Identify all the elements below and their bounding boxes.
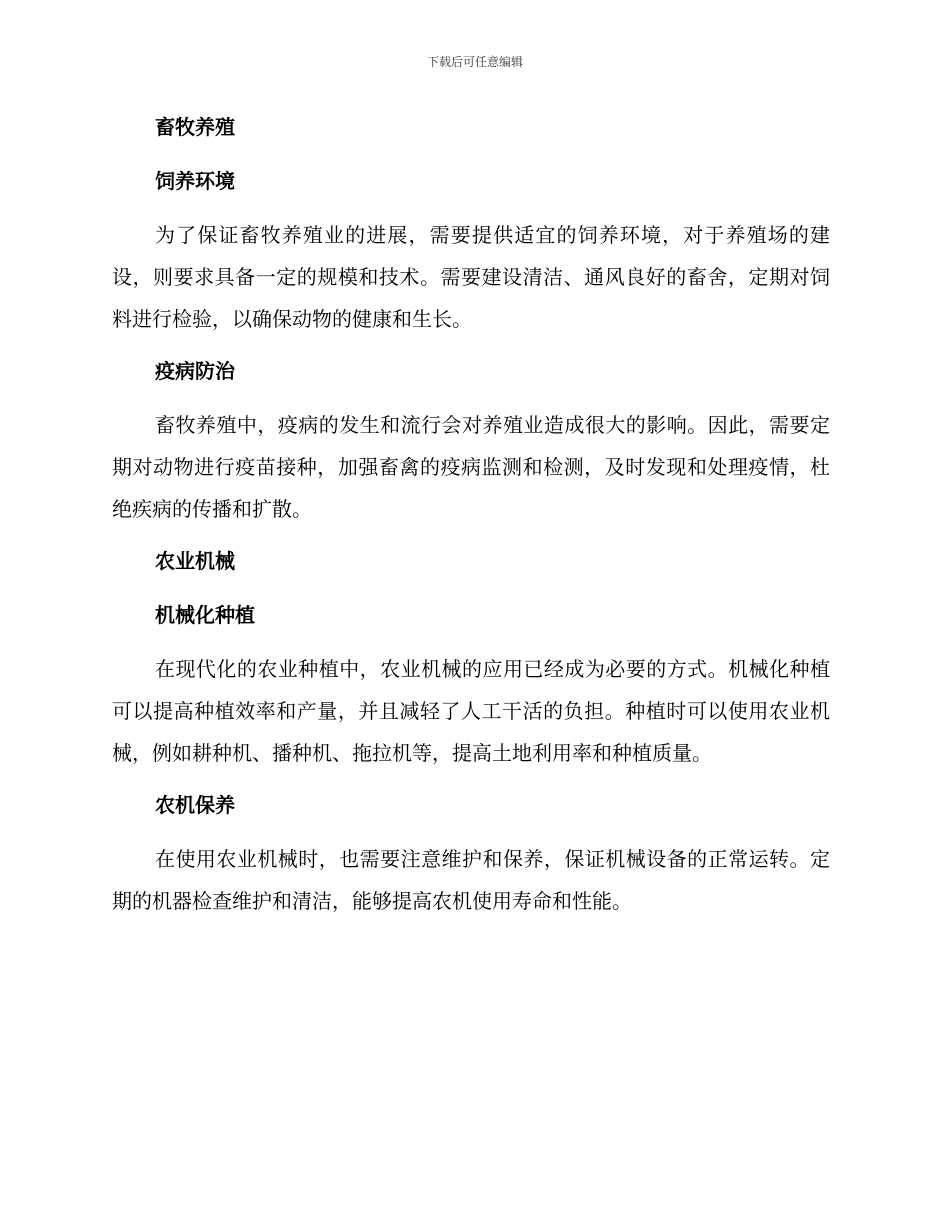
paragraph-mechanized-planting: 在现代化的农业种植中，农业机械的应用已经成为必要的方式。机械化种植可以提高种植效率和产量，并且减轻了人工干活的负担。种植时可以使用农业机械，例如耕种机、播种机、拖拉机等，提高土地利用率和种植质量。 [112, 657, 830, 765]
paragraph-feeding-environment: 为了保证畜牧养殖业的进展，需要提供适宜的饲养环境，对于养殖场的建设，则要求具备一定的规模和技术。需要建设清洁、通风良好的畜舍，定期对饲料进行检验，以确保动物的健康和生长。 [112, 223, 830, 331]
section-heading-agricultural-machinery: 农业机械 [155, 549, 235, 573]
paragraph-disease-prevention: 畜牧养殖中，疫病的发生和流行会对养殖业造成很大的影响。因此，需要定期对动物进行疫苗接种，加强畜禽的疫病监测和检测，及时发现和处理疫情，杜绝疾病的传播和扩散。 [112, 413, 830, 521]
subheading-feeding-environment: 饲养环境 [155, 169, 235, 193]
subheading-mechanized-planting: 机械化种植 [155, 603, 255, 627]
running-header: 下载后可任意编辑 [426, 55, 523, 69]
section-heading-livestock: 畜牧养殖 [155, 115, 235, 139]
subheading-disease-prevention: 疫病防治 [155, 359, 235, 383]
document-body [112, 108, 830, 922]
subheading-machinery-maintenance: 农机保养 [155, 793, 235, 817]
paragraph-machinery-maintenance: 在使用农业机械时，也需要注意维护和保养，保证机械设备的正常运转。定期的机器检查维护和清洁，能够提高农机使用寿命和性能。 [112, 847, 830, 913]
